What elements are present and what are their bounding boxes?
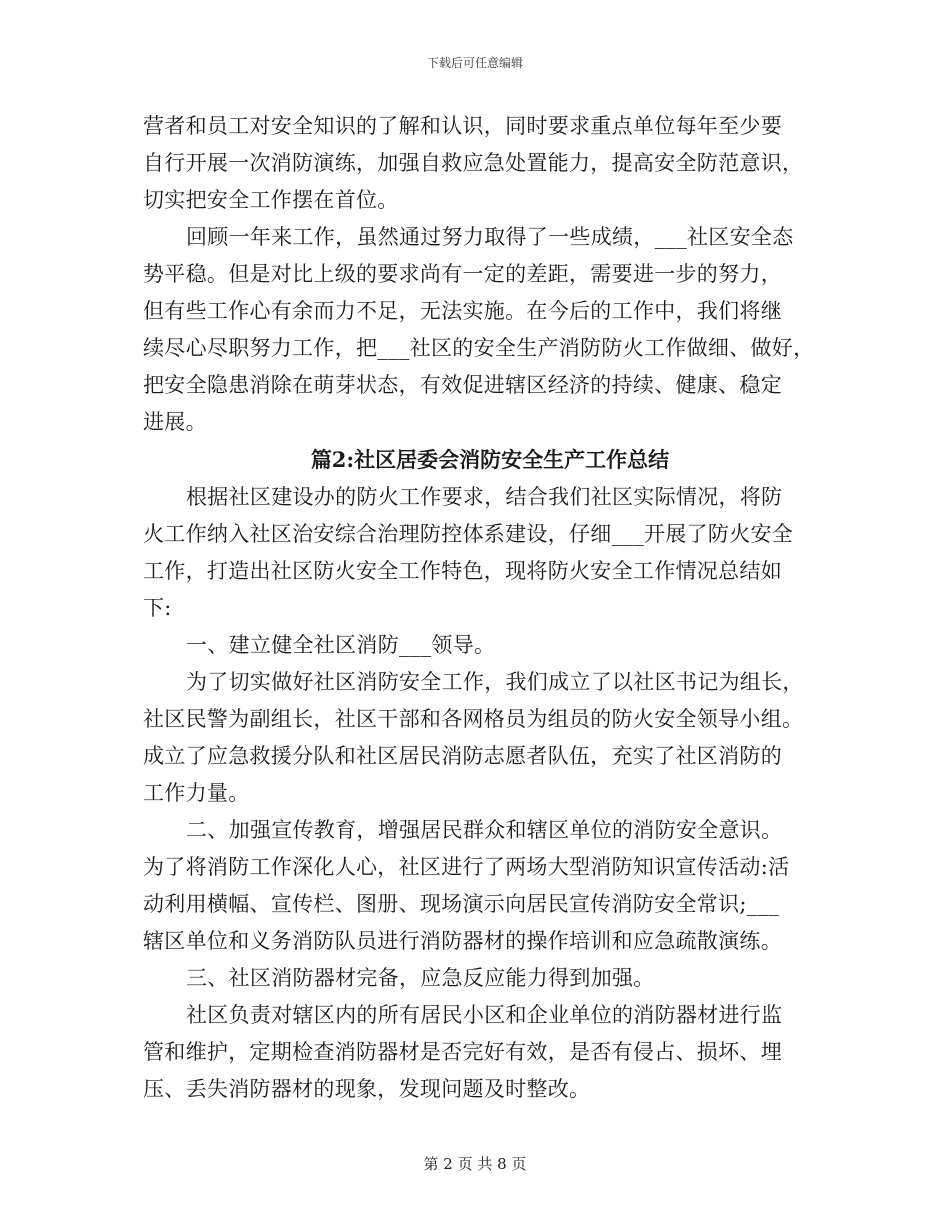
section-line: 为了将消防工作深化人心，社区进行了两场大型消防知识宣传活动:活 [143,855,790,879]
section-line: 二、加强宣传教育，增强居民群众和辖区单位的消防安全意识。 [186,818,783,842]
section-line: 为了切实做好社区消防安全工作，我们成立了以社区书记为组长， [186,670,804,694]
body-line: 回顾一年来工作，虽然通过努力取得了一些成绩，___社区安全态 [186,225,794,249]
section-line: 成立了应急救援分队和社区居民消防志愿者队伍，充实了社区消防的 [143,744,782,768]
section-line: 下: [143,596,172,620]
body-line: 势平稳。但是对比上级的要求尚有一定的差距，需要进一步的努力， [143,262,782,286]
page-footer: 第 2 页 共 8 页 [423,1155,527,1173]
section-line: 三、社区消防器材完备，应急反应能力得到加强。 [186,966,655,990]
body-line: 把安全隐患消除在萌芽状态，有效促进辖区经济的持续、健康、稳定 [143,373,782,397]
page-header: 下载后可任意编辑 [426,56,523,70]
document-body [143,108,815,1108]
section-line: 管和维护，定期检查消防器材是否完好有效，是否有侵占、损坏、埋 [143,1040,782,1064]
section-line: 动利用横幅、宣传栏、图册、现场演示向居民宣传消防安全常识;___ [143,892,780,916]
section-line: 一、建立健全社区消防___领导。 [186,633,496,657]
body-line: 营者和员工对安全知识的了解和认识，同时要求重点单位每年至少要 [143,114,782,138]
section-line: 社区负责对辖区内的所有居民小区和企业单位的消防器材进行监 [186,1003,783,1027]
section-line: 根据社区建设办的防火工作要求，结合我们社区实际情况，将防 [186,485,783,509]
section-line: 工作力量。 [143,781,250,805]
section-line: 辖区单位和义务消防队员进行消防器材的操作培训和应急疏散演练。 [143,929,782,953]
body-line: 切实把安全工作摆在首位。 [143,188,399,212]
section-line: 社区民警为副组长，社区干部和各网格员为组员的防火安全领导小组。 [143,707,804,731]
section-line: 火工作纳入社区治安综合治理防控体系建设，仔细___开展了防火安全 [143,522,794,546]
body-line: 自行开展一次消防演练，加强自救应急处置能力，提高安全防范意识， [143,151,804,175]
section-line: 工作，打造出社区防火安全工作特色，现将防火安全工作情况总结如 [143,559,782,583]
body-line: 进展。 [143,410,207,434]
body-line: 但有些工作心有余而力不足，无法实施。在今后的工作中，我们将继 [143,299,782,323]
section-title: 篇2:社区居委会消防安全生产工作总结 [310,447,670,472]
section-line: 压、丢失消防器材的现象，发现问题及时整改。 [143,1077,591,1101]
body-line: 续尽心尽职努力工作，把___社区的安全生产消防防火工作做细、做好， [143,336,815,360]
